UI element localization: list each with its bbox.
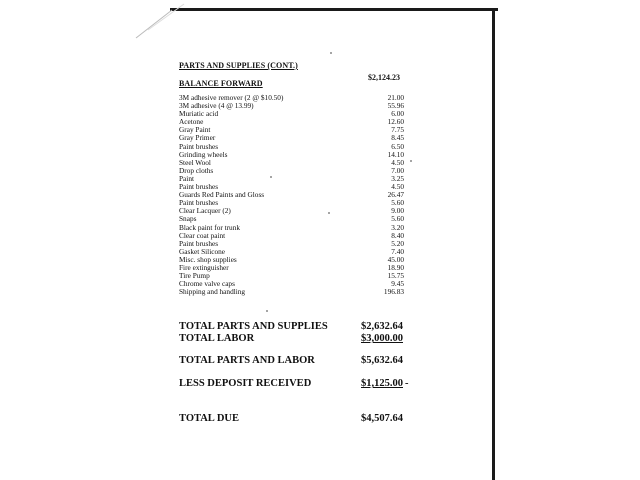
line-item-amount: 21.00	[387, 93, 404, 102]
line-item-amount: 4.50	[391, 182, 404, 192]
line-item-amount: 3.25	[391, 173, 404, 183]
line-item	[179, 151, 404, 159]
total-labor-amount: $3,000.00	[361, 333, 403, 344]
line-item	[179, 288, 404, 296]
line-item-label: Gray Primer	[179, 133, 216, 143]
total-parts-label: TOTAL PARTS AND SUPPLIES	[179, 321, 328, 332]
page-right-edge	[492, 8, 495, 480]
line-item-amount: 15.75	[387, 271, 404, 281]
line-item-label: Drop cloths	[179, 165, 214, 175]
line-item-amount: 8.45	[391, 133, 404, 143]
total-parts-labor-row	[179, 354, 409, 368]
total-due-label: TOTAL DUE	[179, 413, 240, 424]
line-item-label: Acetone	[179, 117, 204, 127]
line-item-amount: 3.20	[391, 222, 404, 232]
line-item-amount: 9.00	[391, 206, 404, 216]
line-item-label: Fire extinguisher	[179, 262, 229, 272]
line-item-label: Grinding wheels	[179, 149, 228, 159]
line-item-label: Gray Paint	[179, 125, 211, 135]
line-item-amount: 7.75	[391, 125, 404, 135]
line-item-amount: 5.60	[391, 198, 404, 208]
line-item-amount: 6.00	[391, 109, 404, 119]
line-item-label: 3M adhesive (4 @ 13.99)	[179, 101, 254, 111]
line-item-label: Guards Red Paints and Gloss	[179, 190, 265, 200]
line-item-amount: 12.60	[387, 117, 404, 127]
scan-speck	[330, 52, 332, 54]
line-item-label: Chrome valve caps	[179, 279, 235, 289]
line-item-amount: 55.96	[387, 101, 404, 111]
line-item	[179, 264, 404, 272]
line-item	[179, 110, 404, 118]
line-item-amount: 7.00	[391, 165, 404, 175]
line-item-label: Clear coat paint	[179, 230, 226, 240]
line-item-label: Tire Pump	[179, 271, 210, 281]
deposit-label: LESS DEPOSIT RECEIVED	[179, 378, 312, 389]
line-item-label: 3M adhesive remover (2 @ $10.50)	[179, 93, 284, 102]
line-item	[179, 118, 404, 126]
total-labor-row	[179, 332, 409, 346]
line-item-label: Clear Lacquer (2)	[179, 206, 231, 216]
line-item-amount: 5.20	[391, 238, 404, 248]
line-item	[179, 167, 404, 175]
total-parts-labor-amount: $5,632.64	[361, 355, 403, 366]
section-title: PARTS AND SUPPLIES (CONT.)	[179, 61, 298, 70]
page-top-edge	[170, 8, 498, 11]
line-item	[179, 207, 404, 215]
line-item-label: Paint brushes	[179, 141, 219, 151]
line-item-amount: 5.60	[391, 214, 404, 224]
line-item-label: Black paint for trunk	[179, 222, 240, 232]
line-item-amount: 14.10	[387, 149, 404, 159]
line-item-label: Paint brushes	[179, 238, 219, 248]
scan-speck	[410, 160, 412, 162]
line-item-amount: 18.90	[387, 262, 404, 272]
deposit-row	[179, 377, 409, 391]
line-item-amount: 9.45	[391, 279, 404, 289]
line-item-amount: 196.83	[383, 287, 404, 297]
deposit-amount: $1,125.00	[361, 378, 403, 389]
total-labor-label: TOTAL LABOR	[179, 333, 255, 344]
folded-corner	[128, 0, 188, 40]
scan-speck	[266, 310, 268, 312]
line-item-label: Shipping and handling	[179, 287, 246, 297]
deposit-mark: -	[405, 378, 409, 389]
total-parts-labor-label: TOTAL PARTS AND LABOR	[179, 355, 315, 366]
total-parts-amount: $2,632.64	[361, 321, 403, 332]
total-due-amount: $4,507.64	[361, 413, 403, 424]
line-item-label: Snaps	[179, 214, 197, 224]
balance-forward-label: BALANCE FORWARD	[179, 79, 263, 88]
line-item-amount: 26.47	[387, 190, 404, 200]
line-item-amount: 7.40	[391, 246, 404, 256]
line-item-label: Muriatic acid	[179, 109, 219, 119]
line-item-label: Paint	[179, 173, 194, 183]
line-item-amount: 8.40	[391, 230, 404, 240]
balance-forward-amount: $2,124.23	[368, 73, 400, 82]
line-item-list	[179, 94, 404, 296]
line-item-amount: 6.50	[391, 141, 404, 151]
line-item-amount: 45.00	[387, 254, 404, 264]
line-item-amount: 4.50	[391, 157, 404, 167]
line-item-label: Paint brushes	[179, 198, 219, 208]
line-item-label: Paint brushes	[179, 182, 219, 192]
line-item-label: Steel Wool	[179, 157, 211, 167]
total-due-row	[179, 412, 409, 426]
line-item-label: Misc. shop supplies	[179, 254, 237, 264]
line-item-label: Gasket Silicone	[179, 246, 226, 256]
